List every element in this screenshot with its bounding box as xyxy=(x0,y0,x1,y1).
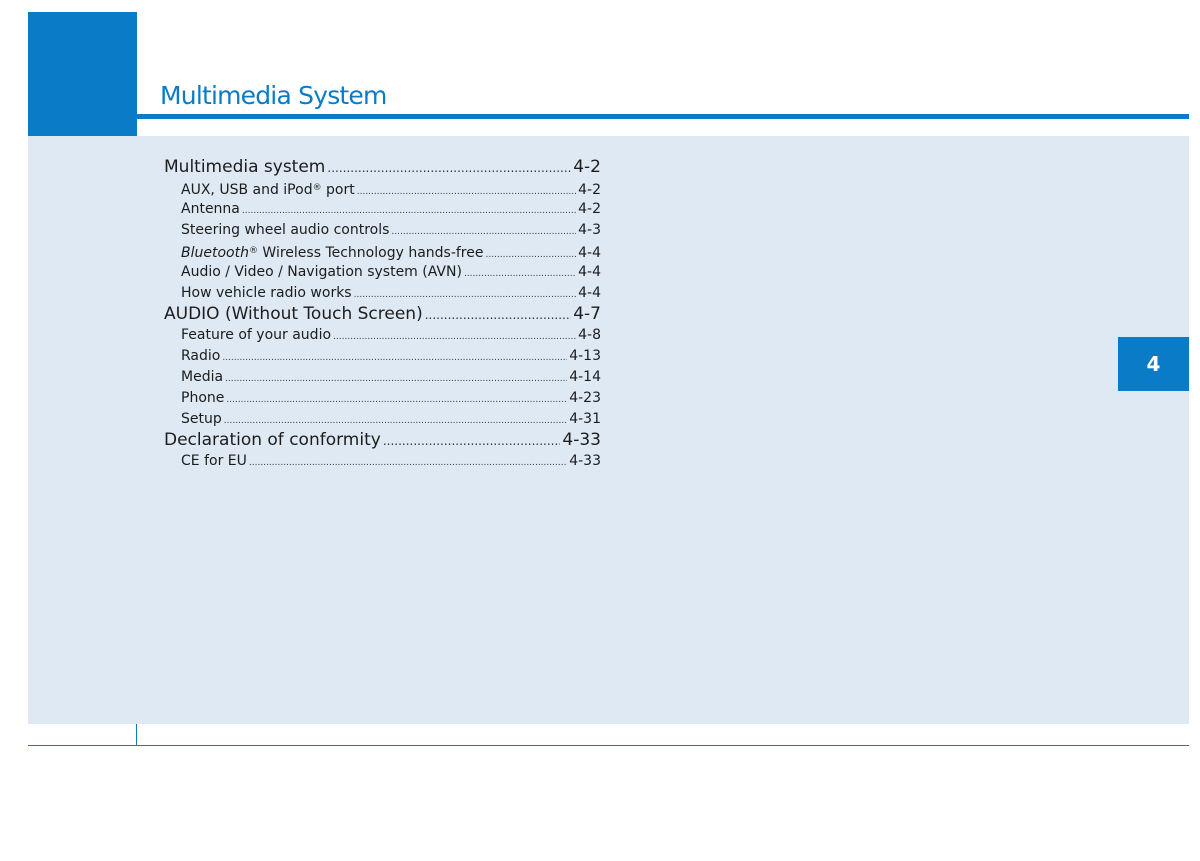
toc-page-number: 4-33 xyxy=(562,430,601,450)
toc-subentry-title-text: Media xyxy=(181,369,224,385)
toc-subentry-title xyxy=(181,325,331,346)
toc-subentry-title xyxy=(181,283,352,304)
toc-page-number: 4-2 xyxy=(578,201,601,217)
toc-subentry[interactable] xyxy=(164,346,601,367)
toc-leader-dots xyxy=(327,157,571,178)
registered-mark: ® xyxy=(312,183,322,193)
toc-page-number: 4-3 xyxy=(578,222,601,238)
toc-leader-dots xyxy=(391,220,576,241)
toc-page-number: 4-7 xyxy=(573,304,601,324)
chapter-corner-block xyxy=(28,12,137,136)
toc-page-number: 4-2 xyxy=(573,157,601,177)
toc-subentry[interactable] xyxy=(164,325,601,346)
toc-subentry-title-text: Radio xyxy=(181,348,221,364)
toc-page-number: 4-4 xyxy=(578,245,601,261)
toc-leader-dots xyxy=(222,346,567,367)
toc-subentry-title-text: Audio / Video / Navigation system (AVN) xyxy=(181,264,462,280)
toc-subentry-title-text: CE for EU xyxy=(181,453,247,469)
toc-leader-dots xyxy=(383,430,561,451)
toc-subentry-title-text: Steering wheel audio controls xyxy=(181,222,390,238)
toc-subentry-title-text: Setup xyxy=(181,411,222,427)
toc-leader-dots xyxy=(357,180,576,199)
toc-page-number: 4-2 xyxy=(578,182,601,198)
title-underline-rule xyxy=(137,114,1189,119)
toc-subentry[interactable] xyxy=(164,220,601,241)
toc-subentry-title-text: Feature of your audio xyxy=(181,327,332,343)
table-of-contents xyxy=(164,157,601,472)
toc-subentry-title xyxy=(181,367,223,388)
toc-subentry-title xyxy=(181,346,220,367)
toc-subentry-title xyxy=(181,241,483,262)
toc-subentry[interactable] xyxy=(164,241,601,262)
toc-subentry-title-suffix: port xyxy=(321,182,355,198)
toc-leader-dots xyxy=(249,451,567,472)
toc-subentry-title-text: AUX, USB and iPod xyxy=(181,182,313,198)
toc-subentry[interactable] xyxy=(164,409,601,430)
toc-subentry-title xyxy=(181,220,389,241)
footer-rule xyxy=(28,745,1189,746)
toc-subentry[interactable] xyxy=(164,388,601,409)
toc-subentry[interactable] xyxy=(164,199,601,220)
toc-leader-dots xyxy=(225,367,567,388)
toc-subentry-title-text: How vehicle radio works xyxy=(181,285,352,301)
toc-section-title: Multimedia system xyxy=(164,157,326,177)
toc-page-number: 4-4 xyxy=(578,264,601,280)
toc-subentry[interactable] xyxy=(164,367,601,388)
toc-leader-dots xyxy=(425,304,572,325)
toc-subentry-title xyxy=(181,409,222,430)
toc-leader-dots xyxy=(226,388,567,409)
toc-leader-dots xyxy=(224,409,567,430)
toc-subentry[interactable] xyxy=(164,262,601,283)
toc-section-entry[interactable] xyxy=(164,157,601,178)
toc-subentry-title-text: Antenna xyxy=(181,201,240,217)
toc-subentry[interactable] xyxy=(164,178,601,199)
toc-subentry-title xyxy=(181,262,462,283)
toc-page-number: 4-23 xyxy=(569,390,601,406)
toc-page-number: 4-31 xyxy=(569,411,601,427)
toc-subentry[interactable] xyxy=(164,283,601,304)
toc-subentry-title-suffix: Wireless Technology hands-free xyxy=(257,245,484,261)
toc-subentry-title xyxy=(181,199,240,220)
toc-page-number: 4-33 xyxy=(569,453,601,469)
registered-mark: ® xyxy=(248,246,258,256)
toc-subentry-title xyxy=(181,388,224,409)
toc-leader-dots xyxy=(485,243,576,262)
toc-section-title: AUDIO (Without Touch Screen) xyxy=(164,304,423,324)
toc-subentry-title xyxy=(181,451,247,472)
toc-leader-dots xyxy=(242,199,576,220)
chapter-tab[interactable]: 4 xyxy=(1118,337,1189,391)
toc-page-number: 4-8 xyxy=(578,327,601,343)
toc-page-number: 4-4 xyxy=(578,285,601,301)
toc-subentry[interactable] xyxy=(164,451,601,472)
toc-leader-dots xyxy=(354,283,577,304)
page-title: Multimedia System xyxy=(160,81,387,110)
toc-section-title: Declaration of conformity xyxy=(164,430,381,450)
toc-subentry-title-text: Phone xyxy=(181,390,225,406)
toc-page-number: 4-13 xyxy=(569,348,601,364)
toc-section-entry[interactable] xyxy=(164,304,601,325)
toc-leader-dots xyxy=(464,262,576,283)
toc-page-number: 4-14 xyxy=(569,369,601,385)
toc-section-entry[interactable] xyxy=(164,430,601,451)
toc-leader-dots xyxy=(333,325,576,346)
toc-subentry-title xyxy=(181,178,355,199)
toc-subentry-title-italic: Bluetooth xyxy=(181,245,249,261)
